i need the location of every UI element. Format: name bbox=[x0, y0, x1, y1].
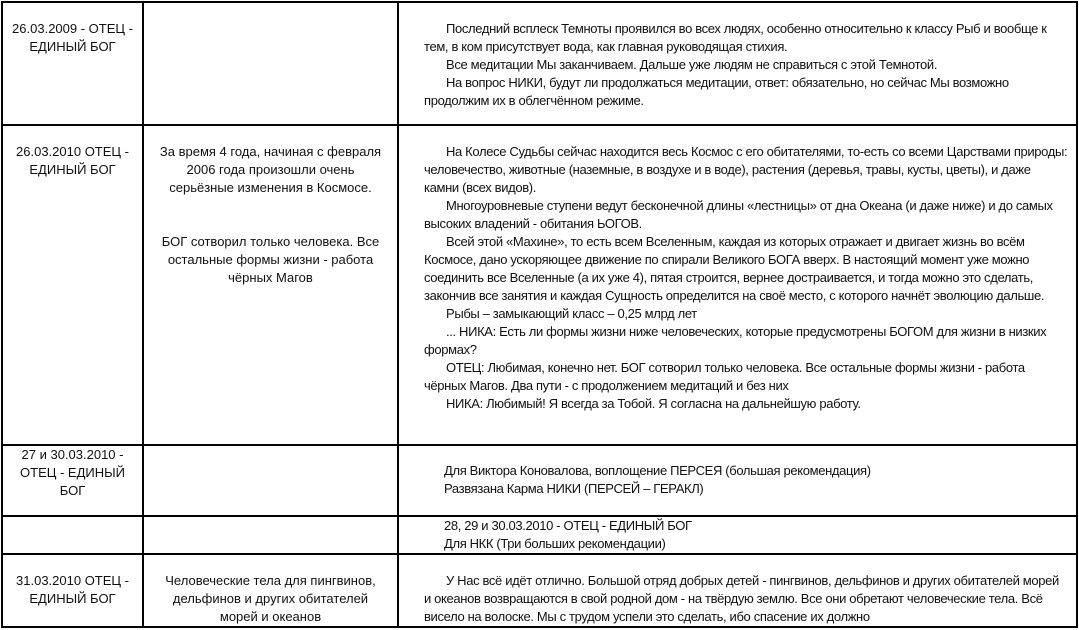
date-text: 27 и 30.03.2010 - ОТЕЦ - ЕДИНЫЙ БОГ bbox=[20, 447, 125, 498]
body-paragraph: У Нас всё идёт отлично. Большой отряд добрых детей - пингвинов, дельфинов и других обитателей морей и океанов возвращаются в свой родной дом - на твёрдую землю. Все они обретают человеческие тела. Всё висело на волоске. Мы с трудом успели это сделать, ибо спасение их должно bbox=[424, 573, 1059, 624]
body-cell bbox=[398, 125, 1077, 445]
body-cell bbox=[398, 2, 1077, 125]
date-cell bbox=[2, 125, 143, 445]
note-cell bbox=[143, 445, 398, 516]
body-paragraph: ... НИКА: Есть ли формы жизни ниже человеческих, которые предусмотрены БОГОМ для жизни в низких формах? bbox=[424, 324, 1047, 357]
body-line: 28, 29 и 30.03.2010 - ОТЕЦ - ЕДИНЫЙ БОГ bbox=[444, 518, 692, 533]
note-paragraph: Человеческие тела для пингвинов, дельфинов и других обитателей морей и океанов bbox=[165, 573, 376, 624]
body-cell bbox=[398, 554, 1077, 627]
date-cell bbox=[2, 445, 143, 516]
note-cell bbox=[143, 554, 398, 627]
body-paragraph: Многоуровневые ступени ведут бесконечной длины «лестницы» от дна Океана (и даже ниже) и до самых высоких владений - обитания ЬОГОВ. bbox=[424, 198, 1053, 231]
note-paragraph: БОГ сотворил только человека. Все остальные формы жизни - работа чёрных Магов bbox=[161, 234, 380, 285]
date-text: 26.03.2010 ОТЕЦ - ЕДИНЫЙ БОГ bbox=[16, 144, 129, 177]
body-line: Для Виктора Коновалова, воплощение ПЕРСЕЯ (большая рекомендация) bbox=[444, 463, 871, 478]
body-paragraph: НИКА: Любимый! Я всегда за Тобой. Я согласна на дальнейшую работу. bbox=[446, 396, 861, 411]
body-cell bbox=[398, 445, 1077, 516]
document-table bbox=[1, 1, 1078, 628]
table-row bbox=[2, 125, 1077, 445]
date-text: 31.03.2010 ОТЕЦ - ЕДИНЫЙ БОГ bbox=[16, 573, 129, 606]
note-cell bbox=[143, 516, 398, 554]
note-paragraph: За время 4 года, начиная с февраля 2006 года произошли очень серьёзные изменения в Космосе. bbox=[159, 144, 382, 195]
date-cell bbox=[2, 554, 143, 627]
body-paragraph: Последний всплеск Темноты проявился во всех людях, особенно относительно к классу Рыб и вообще к тем, в ком присутствует вода, как главная руководящая стихия. bbox=[424, 21, 1047, 54]
body-line: Развязана Карма НИКИ (ПЕРСЕЙ – ГЕРАКЛ) bbox=[444, 481, 704, 496]
date-cell bbox=[2, 516, 143, 554]
note-cell bbox=[143, 2, 398, 125]
date-cell bbox=[2, 2, 143, 125]
table-row bbox=[2, 445, 1077, 516]
body-line: Для НКК (Три больших рекомендации) bbox=[444, 536, 666, 551]
body-paragraph: Всей этой «Махине», то есть всем Вселенным, каждая из которых отражает и двигает жизнь во всём Космосе, дано ускоряющее движение по спирали Великого БОГА вверх. В настоящий момент уже можно соединить все Вселенные (а их уже 4), пятая строится, вернее достраивается, и тогда можно это сделать, закончив все занятия и каждая Сущность определится на своё место, с которого начнёт эволюцию дальше. bbox=[424, 234, 1045, 303]
body-paragraph: Рыбы – замыкающий класс – 0,25 млрд лет bbox=[446, 306, 697, 321]
body-paragraph: На Колесе Судьбы сейчас находится весь Космос с его обитателями, то-есть со всеми Царствами природы: человечество, животные (наземные, в воздухе и в воде), растения (деревья, травы, кусты, цветы), и даже камни (всех видов). bbox=[424, 144, 1068, 195]
body-cell bbox=[398, 516, 1077, 554]
body-paragraph: Все медитации Мы заканчиваем. Дальше уже людям не справиться с этой Темнотой. bbox=[446, 57, 938, 72]
table-row bbox=[2, 554, 1077, 627]
note-cell bbox=[143, 125, 398, 445]
body-paragraph: ОТЕЦ: Любимая, конечно нет. БОГ сотворил только человека. Все остальные формы жизни - работа чёрных Магов. Два пути - с продолжением медитаций и без них bbox=[424, 360, 1025, 393]
table-row bbox=[2, 516, 1077, 554]
date-text: 26.03.2009 - ОТЕЦ - ЕДИНЫЙ БОГ bbox=[12, 21, 133, 54]
body-paragraph: На вопрос НИКИ, будут ли продолжаться медитации, ответ: обязательно, но сейчас Мы возможно продолжим их в облегчённом режиме. bbox=[424, 75, 1009, 108]
table-row bbox=[2, 2, 1077, 125]
